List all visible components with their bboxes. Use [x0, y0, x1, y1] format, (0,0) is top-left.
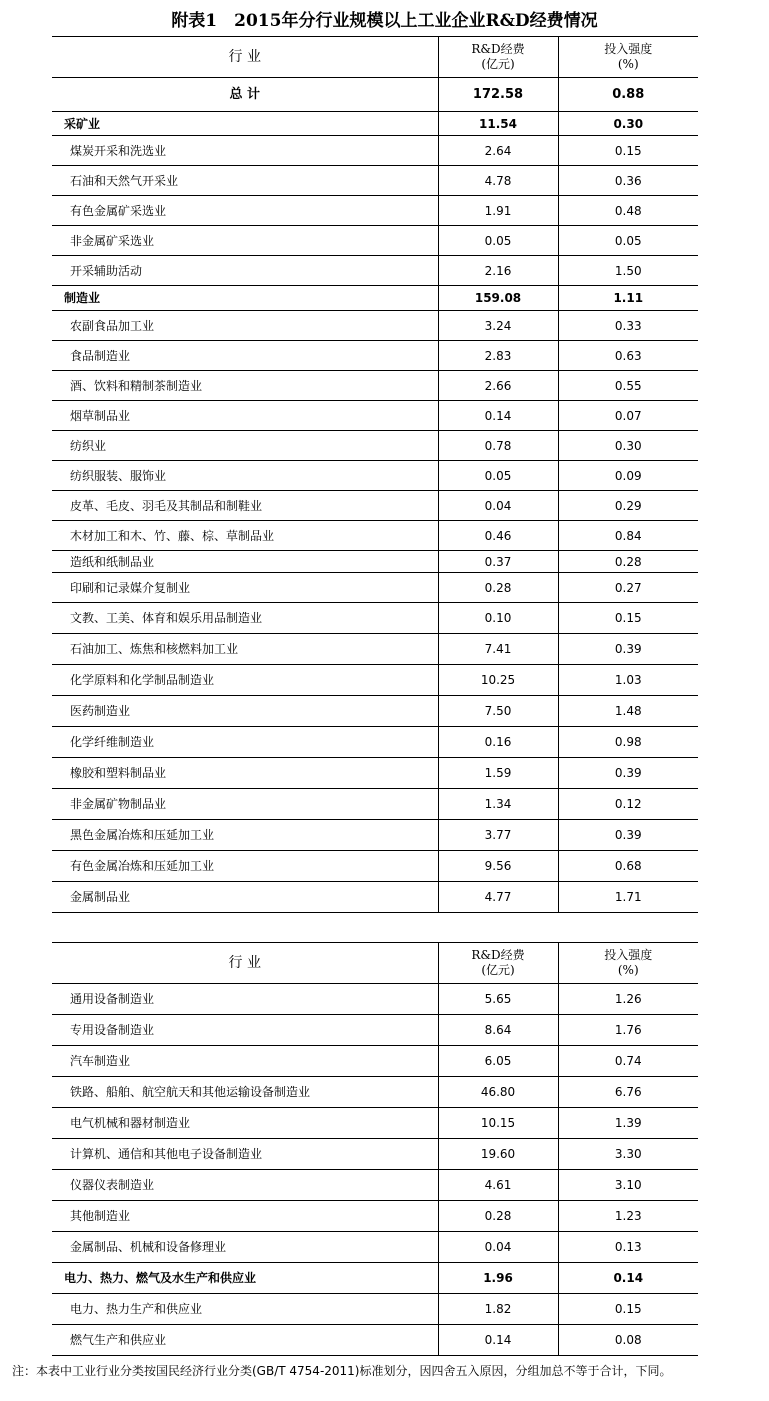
rd-value-cell: 9.56 — [438, 851, 558, 882]
rd-value-cell: 7.41 — [438, 634, 558, 665]
rd-value-cell: 0.46 — [438, 521, 558, 551]
table-row — [52, 789, 698, 820]
rd-value-cell: 19.60 — [438, 1139, 558, 1170]
table-row — [52, 371, 698, 401]
industry-cell: 仪器仪表制造业 — [52, 1170, 438, 1201]
industry-cell: 开采辅助活动 — [52, 256, 438, 286]
intensity-cell: 0.07 — [558, 401, 698, 431]
table-row — [52, 984, 698, 1015]
intensity-cell: 0.84 — [558, 521, 698, 551]
industry-cell: 总 计 — [52, 78, 438, 112]
intensity-cell: 1.11 — [558, 286, 698, 311]
rd-value-cell: 4.77 — [438, 882, 558, 913]
industry-cell: 汽车制造业 — [52, 1046, 438, 1077]
intensity-cell: 0.63 — [558, 341, 698, 371]
intensity-cell: 1.23 — [558, 1201, 698, 1232]
rd-value-cell: 8.64 — [438, 1015, 558, 1046]
intensity-cell: 0.30 — [558, 431, 698, 461]
industry-cell: 电气机械和器材制造业 — [52, 1108, 438, 1139]
header-industry: 行 业 — [52, 37, 438, 78]
table-row — [52, 491, 698, 521]
industry-cell: 专用设备制造业 — [52, 1015, 438, 1046]
industry-cell: 木材加工和木、竹、藤、棕、草制品业 — [52, 521, 438, 551]
header-intensity: 投入强度 (%) — [558, 37, 698, 78]
industry-cell: 化学纤维制造业 — [52, 727, 438, 758]
table-row — [52, 1232, 698, 1263]
table-row — [52, 196, 698, 226]
table-row — [52, 1201, 698, 1232]
table-row — [52, 1077, 698, 1108]
intensity-cell: 0.15 — [558, 136, 698, 166]
industry-cell: 文教、工美、体育和娱乐用品制造业 — [52, 603, 438, 634]
rd-table-part-2 — [52, 942, 698, 1356]
header-industry: 行 业 — [52, 943, 438, 984]
intensity-cell: 0.27 — [558, 573, 698, 603]
industry-cell: 通用设备制造业 — [52, 984, 438, 1015]
industry-cell: 黑色金属冶炼和压延加工业 — [52, 820, 438, 851]
industry-cell: 有色金属冶炼和压延加工业 — [52, 851, 438, 882]
intensity-cell: 1.76 — [558, 1015, 698, 1046]
table-row — [52, 727, 698, 758]
header-intensity: 投入强度 (%) — [558, 943, 698, 984]
table-row — [52, 603, 698, 634]
rd-value-cell: 3.24 — [438, 311, 558, 341]
rd-value-cell: 0.14 — [438, 1325, 558, 1356]
rd-value-cell: 3.77 — [438, 820, 558, 851]
industry-cell: 铁路、船舶、航空航天和其他运输设备制造业 — [52, 1077, 438, 1108]
industry-cell: 煤炭开采和洗选业 — [52, 136, 438, 166]
rd-value-cell: 1.91 — [438, 196, 558, 226]
rd-value-cell: 10.25 — [438, 665, 558, 696]
intensity-cell: 0.48 — [558, 196, 698, 226]
rd-value-cell: 5.65 — [438, 984, 558, 1015]
header-rd: R&D经费 (亿元) — [438, 37, 558, 78]
intensity-cell: 0.14 — [558, 1263, 698, 1294]
table-row — [52, 551, 698, 573]
table-row — [52, 136, 698, 166]
intensity-cell: 3.10 — [558, 1170, 698, 1201]
industry-cell: 医药制造业 — [52, 696, 438, 727]
rd-value-cell: 0.04 — [438, 491, 558, 521]
rd-value-cell: 4.78 — [438, 166, 558, 196]
table-row — [52, 882, 698, 913]
intensity-cell: 0.12 — [558, 789, 698, 820]
section-row — [52, 1263, 698, 1294]
intensity-cell: 3.30 — [558, 1139, 698, 1170]
table-row — [52, 634, 698, 665]
header-rd: R&D经费 (亿元) — [438, 943, 558, 984]
intensity-cell: 0.39 — [558, 634, 698, 665]
rd-value-cell: 0.28 — [438, 1201, 558, 1232]
intensity-cell: 0.68 — [558, 851, 698, 882]
intensity-cell: 0.29 — [558, 491, 698, 521]
intensity-cell: 0.36 — [558, 166, 698, 196]
intensity-cell: 0.13 — [558, 1232, 698, 1263]
rd-value-cell: 11.54 — [438, 112, 558, 136]
industry-cell: 食品制造业 — [52, 341, 438, 371]
rd-value-cell: 2.83 — [438, 341, 558, 371]
table-row — [52, 461, 698, 491]
rd-value-cell: 2.16 — [438, 256, 558, 286]
table-row — [52, 758, 698, 789]
industry-cell: 有色金属矿采选业 — [52, 196, 438, 226]
table-row — [52, 696, 698, 727]
table-row — [52, 1325, 698, 1356]
table-row — [52, 431, 698, 461]
table-row — [52, 1015, 698, 1046]
table-row — [52, 665, 698, 696]
table-row — [52, 226, 698, 256]
industry-cell: 化学原料和化学制品制造业 — [52, 665, 438, 696]
table-row — [52, 1139, 698, 1170]
rd-value-cell: 0.04 — [438, 1232, 558, 1263]
rd-value-cell: 172.58 — [438, 78, 558, 112]
intensity-cell: 0.30 — [558, 112, 698, 136]
rd-value-cell: 0.28 — [438, 573, 558, 603]
intensity-cell: 1.50 — [558, 256, 698, 286]
rd-value-cell: 1.59 — [438, 758, 558, 789]
rd-value-cell: 2.64 — [438, 136, 558, 166]
rd-value-cell: 0.16 — [438, 727, 558, 758]
rd-value-cell: 4.61 — [438, 1170, 558, 1201]
table-row — [52, 851, 698, 882]
rd-value-cell: 7.50 — [438, 696, 558, 727]
industry-cell: 制造业 — [52, 286, 438, 311]
industry-cell: 石油和天然气开采业 — [52, 166, 438, 196]
table-row — [52, 1046, 698, 1077]
rd-table-part-1 — [52, 36, 698, 913]
table-row — [52, 166, 698, 196]
industry-cell: 造纸和纸制品业 — [52, 551, 438, 573]
rd-value-cell: 0.37 — [438, 551, 558, 573]
intensity-cell: 0.05 — [558, 226, 698, 256]
rd-value-cell: 1.96 — [438, 1263, 558, 1294]
rd-value-cell: 159.08 — [438, 286, 558, 311]
table-row — [52, 1108, 698, 1139]
rd-value-cell: 1.34 — [438, 789, 558, 820]
industry-cell: 橡胶和塑料制品业 — [52, 758, 438, 789]
intensity-cell: 0.33 — [558, 311, 698, 341]
table-row — [52, 1170, 698, 1201]
intensity-cell: 0.55 — [558, 371, 698, 401]
table-row — [52, 311, 698, 341]
rd-value-cell: 0.78 — [438, 431, 558, 461]
industry-cell: 非金属矿物制品业 — [52, 789, 438, 820]
intensity-cell: 0.39 — [558, 820, 698, 851]
rd-value-cell: 10.15 — [438, 1108, 558, 1139]
intensity-cell: 1.48 — [558, 696, 698, 727]
industry-cell: 纺织服装、服饰业 — [52, 461, 438, 491]
intensity-cell: 0.09 — [558, 461, 698, 491]
rd-value-cell: 0.14 — [438, 401, 558, 431]
table-title: 附表1 2015年分行业规模以上工业企业R&D经费情况 — [171, 11, 598, 31]
table-row — [52, 1294, 698, 1325]
industry-cell: 皮革、毛皮、羽毛及其制品和制鞋业 — [52, 491, 438, 521]
intensity-cell: 0.88 — [558, 78, 698, 112]
rd-value-cell: 0.05 — [438, 226, 558, 256]
intensity-cell: 0.74 — [558, 1046, 698, 1077]
total-row — [52, 78, 698, 112]
table-row — [52, 401, 698, 431]
header-row — [52, 943, 698, 984]
intensity-cell: 0.15 — [558, 603, 698, 634]
intensity-cell: 0.15 — [558, 1294, 698, 1325]
intensity-cell: 1.71 — [558, 882, 698, 913]
industry-cell: 电力、热力生产和供应业 — [52, 1294, 438, 1325]
industry-cell: 石油加工、炼焦和核燃料加工业 — [52, 634, 438, 665]
rd-value-cell: 6.05 — [438, 1046, 558, 1077]
rd-value-cell: 46.80 — [438, 1077, 558, 1108]
table-row — [52, 573, 698, 603]
industry-cell: 纺织业 — [52, 431, 438, 461]
intensity-cell: 0.28 — [558, 551, 698, 573]
industry-cell: 印刷和记录媒介复制业 — [52, 573, 438, 603]
footnote: 注：本表中工业行业分类按国民经济行业分类(GB/T 4754-2011)标准划分，因四舍五入原因，分组加总不等于合计，下同。 — [12, 1364, 672, 1378]
intensity-cell: 0.98 — [558, 727, 698, 758]
industry-cell: 计算机、通信和其他电子设备制造业 — [52, 1139, 438, 1170]
intensity-cell: 0.08 — [558, 1325, 698, 1356]
intensity-cell: 1.03 — [558, 665, 698, 696]
industry-cell: 农副食品加工业 — [52, 311, 438, 341]
intensity-cell: 1.39 — [558, 1108, 698, 1139]
industry-cell: 酒、饮料和精制茶制造业 — [52, 371, 438, 401]
intensity-cell: 0.39 — [558, 758, 698, 789]
rd-value-cell: 0.10 — [438, 603, 558, 634]
industry-cell: 金属制品业 — [52, 882, 438, 913]
industry-cell: 金属制品、机械和设备修理业 — [52, 1232, 438, 1263]
intensity-cell: 6.76 — [558, 1077, 698, 1108]
rd-value-cell: 0.05 — [438, 461, 558, 491]
industry-cell: 电力、热力、燃气及水生产和供应业 — [52, 1263, 438, 1294]
rd-value-cell: 2.66 — [438, 371, 558, 401]
industry-cell: 非金属矿采选业 — [52, 226, 438, 256]
header-row — [52, 37, 698, 78]
intensity-cell: 1.26 — [558, 984, 698, 1015]
table-row — [52, 820, 698, 851]
table-row — [52, 521, 698, 551]
industry-cell: 烟草制品业 — [52, 401, 438, 431]
section-row — [52, 286, 698, 311]
rd-value-cell: 1.82 — [438, 1294, 558, 1325]
section-row — [52, 112, 698, 136]
industry-cell: 燃气生产和供应业 — [52, 1325, 438, 1356]
industry-cell: 采矿业 — [52, 112, 438, 136]
table-row — [52, 341, 698, 371]
table-row — [52, 256, 698, 286]
industry-cell: 其他制造业 — [52, 1201, 438, 1232]
